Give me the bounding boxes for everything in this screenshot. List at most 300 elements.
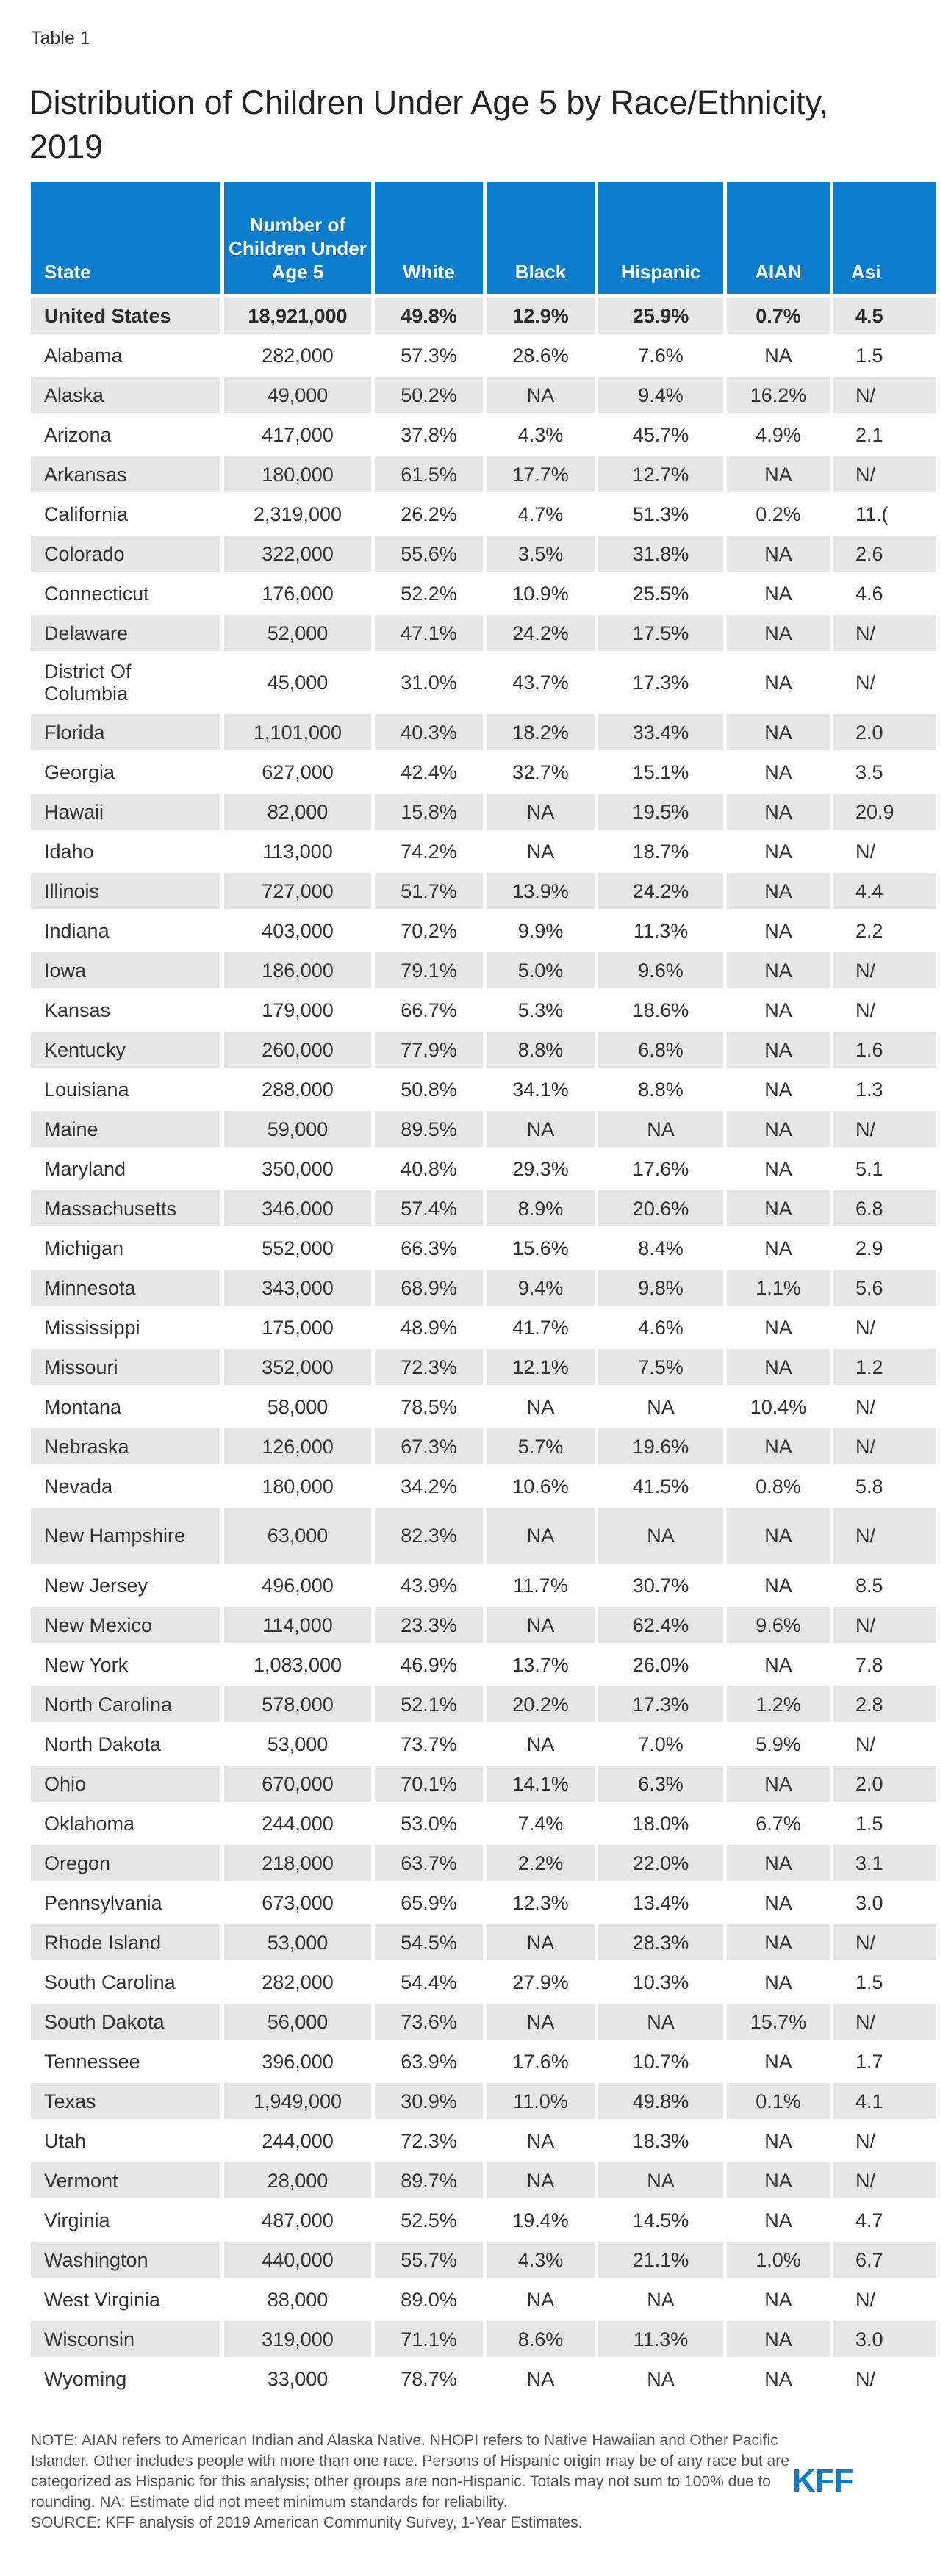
cell-hispanic: 4.6%	[598, 1309, 723, 1349]
table-row	[31, 1686, 936, 1726]
cell-aian: 15.7%	[727, 2004, 830, 2043]
cell-state: Connecticut	[31, 575, 220, 615]
cell-black: 12.3%	[487, 1885, 595, 1924]
cell-hispanic: NA	[598, 1389, 723, 1428]
column-header-black: Black	[487, 182, 595, 298]
cell-children: 350,000	[224, 1151, 371, 1190]
cell-aian: NA	[727, 2202, 830, 2242]
cell-children: 18,921,000	[224, 298, 371, 337]
cell-hispanic: 17.6%	[598, 1151, 723, 1190]
table-row	[31, 456, 936, 496]
table-row	[31, 754, 936, 794]
cell-black: 5.7%	[487, 1428, 595, 1468]
cell-state: West Virginia	[31, 2281, 220, 2321]
cell-hispanic: NA	[598, 2004, 723, 2043]
cell-black: 10.9%	[487, 575, 595, 615]
cell-black: 34.1%	[487, 1071, 595, 1111]
cell-aian: NA	[727, 2162, 830, 2202]
cell-state: South Carolina	[31, 1964, 220, 2004]
table-row	[31, 1468, 936, 1508]
cell-state: New York	[31, 1647, 220, 1686]
cell-asian: 6.8	[833, 1190, 936, 1230]
cell-white: 47.1%	[375, 615, 483, 655]
cell-state: New Mexico	[31, 1607, 220, 1647]
table-row	[31, 1567, 936, 1607]
cell-hispanic: 13.4%	[598, 1885, 723, 1924]
cell-black: 9.4%	[487, 1270, 595, 1309]
cell-asian: N/	[833, 615, 936, 655]
cell-asian: N/	[833, 2123, 936, 2162]
table-row	[31, 536, 936, 575]
cell-asian: N/	[833, 1508, 936, 1567]
cell-aian: NA	[727, 337, 830, 377]
cell-aian: NA	[727, 2043, 830, 2083]
cell-white: 40.3%	[375, 714, 483, 754]
cell-black: NA	[487, 1389, 595, 1428]
cell-children: 319,000	[224, 2321, 371, 2361]
cell-hispanic: 9.8%	[598, 1270, 723, 1309]
cell-hispanic: 18.6%	[598, 992, 723, 1032]
cell-state: Mississippi	[31, 1309, 220, 1349]
cell-asian: 20.9	[833, 794, 936, 833]
cell-aian: NA	[727, 1885, 830, 1924]
cell-hispanic: 18.7%	[598, 833, 723, 873]
cell-state: South Dakota	[31, 2004, 220, 2043]
table-row	[31, 1032, 936, 1071]
cell-children: 496,000	[224, 1567, 371, 1607]
cell-children: 186,000	[224, 952, 371, 992]
cell-aian: NA	[727, 536, 830, 575]
cell-aian: NA	[727, 794, 830, 833]
cell-state: Michigan	[31, 1230, 220, 1270]
table-row-total	[31, 298, 936, 337]
cell-children: 179,000	[224, 992, 371, 1032]
cell-children: 176,000	[224, 575, 371, 615]
cell-state: Maine	[31, 1111, 220, 1151]
cell-white: 78.7%	[375, 2361, 483, 2400]
column-header-asian: Asi	[833, 182, 936, 298]
table-row	[31, 1151, 936, 1190]
cell-children: 114,000	[224, 1607, 371, 1647]
cell-asian: 2.9	[833, 1230, 936, 1270]
table-row	[31, 2004, 936, 2043]
cell-hispanic: 7.5%	[598, 1349, 723, 1389]
cell-state: Texas	[31, 2083, 220, 2123]
cell-black: NA	[487, 1111, 595, 1151]
cell-asian: 8.5	[833, 1567, 936, 1607]
cell-children: 1,083,000	[224, 1647, 371, 1686]
cell-aian: NA	[727, 1766, 830, 1805]
cell-children: 49,000	[224, 377, 371, 417]
cell-black: 19.4%	[487, 2202, 595, 2242]
cell-state: Maryland	[31, 1151, 220, 1190]
cell-white: 57.4%	[375, 1190, 483, 1230]
cell-state: Louisiana	[31, 1071, 220, 1111]
column-header-hispanic: Hispanic	[598, 182, 723, 298]
column-header-state: State	[31, 182, 220, 298]
cell-children: 244,000	[224, 1805, 371, 1845]
cell-state: United States	[31, 298, 220, 337]
cell-state: Vermont	[31, 2162, 220, 2202]
cell-white: 67.3%	[375, 1428, 483, 1468]
cell-hispanic: 45.7%	[598, 417, 723, 456]
cell-hispanic: NA	[598, 2162, 723, 2202]
table-row	[31, 794, 936, 833]
cell-white: 51.7%	[375, 873, 483, 913]
cell-white: 46.9%	[375, 1647, 483, 1686]
cell-hispanic: 19.5%	[598, 794, 723, 833]
cell-black: 14.1%	[487, 1766, 595, 1805]
cell-black: 5.0%	[487, 952, 595, 992]
cell-state: North Carolina	[31, 1686, 220, 1726]
cell-state: New Jersey	[31, 1567, 220, 1607]
cell-black: 13.9%	[487, 873, 595, 913]
cell-asian: N/	[833, 2361, 936, 2400]
cell-aian: NA	[727, 2281, 830, 2321]
cell-state: Georgia	[31, 754, 220, 794]
cell-children: 673,000	[224, 1885, 371, 1924]
table-row	[31, 1647, 936, 1686]
cell-children: 552,000	[224, 1230, 371, 1270]
cell-hispanic: 14.5%	[598, 2202, 723, 2242]
cell-aian: 9.6%	[727, 1607, 830, 1647]
cell-aian: 16.2%	[727, 377, 830, 417]
cell-state: Alabama	[31, 337, 220, 377]
cell-children: 28,000	[224, 2162, 371, 2202]
cell-aian: 0.2%	[727, 496, 830, 536]
cell-state: Wisconsin	[31, 2321, 220, 2361]
cell-state: California	[31, 496, 220, 536]
cell-white: 30.9%	[375, 2083, 483, 2123]
column-header-aian: AIAN	[727, 182, 830, 298]
cell-black: 8.6%	[487, 2321, 595, 2361]
cell-asian: 1.5	[833, 337, 936, 377]
cell-state: Arizona	[31, 417, 220, 456]
cell-children: 288,000	[224, 1071, 371, 1111]
page-title: Distribution of Children Under Age 5 by Race/Ethnicity, 2019	[29, 84, 829, 166]
cell-white: 37.8%	[375, 417, 483, 456]
cell-aian: NA	[727, 1647, 830, 1686]
cell-black: 13.7%	[487, 1647, 595, 1686]
table-row	[31, 833, 936, 873]
table-row	[31, 992, 936, 1032]
table-row	[31, 337, 936, 377]
table-row	[31, 714, 936, 754]
cell-black: 10.6%	[487, 1468, 595, 1508]
table-row	[31, 1230, 936, 1270]
cell-hispanic: 51.3%	[598, 496, 723, 536]
table-row	[31, 1885, 936, 1924]
cell-black: 28.6%	[487, 337, 595, 377]
cell-black: 3.5%	[487, 536, 595, 575]
cell-aian: NA	[727, 833, 830, 873]
cell-black: 4.3%	[487, 417, 595, 456]
cell-asian: 2.0	[833, 714, 936, 754]
cell-asian: 4.7	[833, 2202, 936, 2242]
cell-children: 113,000	[224, 833, 371, 873]
cell-children: 82,000	[224, 794, 371, 833]
cell-aian: 1.0%	[727, 2242, 830, 2281]
cell-hispanic: 8.8%	[598, 1071, 723, 1111]
cell-asian: 3.0	[833, 2321, 936, 2361]
cell-black: 20.2%	[487, 1686, 595, 1726]
cell-white: 26.2%	[375, 496, 483, 536]
cell-children: 403,000	[224, 913, 371, 952]
cell-white: 43.9%	[375, 1567, 483, 1607]
cell-hispanic: 25.5%	[598, 575, 723, 615]
cell-black: 18.2%	[487, 714, 595, 754]
cell-state: Nevada	[31, 1468, 220, 1508]
cell-children: 244,000	[224, 2123, 371, 2162]
cell-hispanic: 62.4%	[598, 1607, 723, 1647]
cell-white: 77.9%	[375, 1032, 483, 1071]
cell-state: Kentucky	[31, 1032, 220, 1071]
cell-asian: 4.4	[833, 873, 936, 913]
cell-black: NA	[487, 377, 595, 417]
cell-aian: 1.2%	[727, 1686, 830, 1726]
table-row	[31, 952, 936, 992]
kff-logo: KFF	[792, 2463, 853, 2499]
table-header-row	[31, 182, 936, 298]
cell-state: Indiana	[31, 913, 220, 952]
cell-hispanic: 18.3%	[598, 2123, 723, 2162]
cell-children: 52,000	[224, 615, 371, 655]
cell-asian: 4.1	[833, 2083, 936, 2123]
table-row	[31, 1190, 936, 1230]
cell-children: 396,000	[224, 2043, 371, 2083]
cell-black: NA	[487, 2004, 595, 2043]
cell-black: 7.4%	[487, 1805, 595, 1845]
table-row	[31, 913, 936, 952]
cell-asian: N/	[833, 1428, 936, 1468]
footnote	[31, 2431, 795, 2533]
cell-hispanic: 19.6%	[598, 1428, 723, 1468]
cell-white: 50.2%	[375, 377, 483, 417]
cell-children: 440,000	[224, 2242, 371, 2281]
cell-white: 54.4%	[375, 1964, 483, 2004]
cell-children: 2,319,000	[224, 496, 371, 536]
cell-aian: NA	[727, 655, 830, 714]
cell-black: 4.3%	[487, 2242, 595, 2281]
cell-asian: 3.5	[833, 754, 936, 794]
cell-state: Montana	[31, 1389, 220, 1428]
cell-children: 282,000	[224, 337, 371, 377]
cell-black: 2.2%	[487, 1845, 595, 1885]
cell-children: 45,000	[224, 655, 371, 714]
cell-hispanic: 30.7%	[598, 1567, 723, 1607]
cell-asian: N/	[833, 456, 936, 496]
cell-white: 72.3%	[375, 1349, 483, 1389]
cell-white: 73.6%	[375, 2004, 483, 2043]
cell-aian: 5.9%	[727, 1726, 830, 1766]
cell-hispanic: 7.0%	[598, 1726, 723, 1766]
cell-state: Utah	[31, 2123, 220, 2162]
cell-white: 68.9%	[375, 1270, 483, 1309]
cell-white: 53.0%	[375, 1805, 483, 1845]
cell-children: 282,000	[224, 1964, 371, 2004]
cell-black: 17.7%	[487, 456, 595, 496]
cell-children: 417,000	[224, 417, 371, 456]
cell-state: Ohio	[31, 1766, 220, 1805]
cell-white: 55.6%	[375, 536, 483, 575]
source-text: SOURCE: KFF analysis of 2019 American Community Survey, 1-Year Estimates.	[31, 2514, 583, 2531]
cell-aian: 1.1%	[727, 1270, 830, 1309]
cell-white: 52.5%	[375, 2202, 483, 2242]
cell-white: 34.2%	[375, 1468, 483, 1508]
cell-hispanic: 18.0%	[598, 1805, 723, 1845]
table-row	[31, 1924, 936, 1964]
cell-hispanic: 17.3%	[598, 655, 723, 714]
table-row	[31, 1071, 936, 1111]
cell-children: 180,000	[224, 1468, 371, 1508]
cell-state: Alaska	[31, 377, 220, 417]
cell-asian: 3.0	[833, 1885, 936, 1924]
cell-hispanic: NA	[598, 2361, 723, 2400]
table-row	[31, 615, 936, 655]
cell-children: 58,000	[224, 1389, 371, 1428]
cell-state: Hawaii	[31, 794, 220, 833]
cell-black: 15.6%	[487, 1230, 595, 1270]
cell-state: Wyoming	[31, 2361, 220, 2400]
cell-aian: NA	[727, 2361, 830, 2400]
cell-black: NA	[487, 1726, 595, 1766]
cell-aian: NA	[727, 615, 830, 655]
column-header-children: Number of Children Under Age 5	[224, 182, 371, 298]
cell-black: 17.6%	[487, 2043, 595, 2083]
cell-black: 12.9%	[487, 298, 595, 337]
cell-black: NA	[487, 794, 595, 833]
cell-hispanic: 28.3%	[598, 1924, 723, 1964]
cell-black: 8.9%	[487, 1190, 595, 1230]
cell-black: 12.1%	[487, 1349, 595, 1389]
cell-aian: NA	[727, 873, 830, 913]
cell-children: 180,000	[224, 456, 371, 496]
cell-state: Oregon	[31, 1845, 220, 1885]
cell-state: Colorado	[31, 536, 220, 575]
table-row	[31, 1508, 936, 1567]
cell-white: 71.1%	[375, 2321, 483, 2361]
cell-white: 73.7%	[375, 1726, 483, 1766]
cell-aian: 6.7%	[727, 1805, 830, 1845]
cell-aian: NA	[727, 1151, 830, 1190]
table-row	[31, 2162, 936, 2202]
cell-aian: 0.8%	[727, 1468, 830, 1508]
cell-children: 88,000	[224, 2281, 371, 2321]
table-row	[31, 1111, 936, 1151]
cell-hispanic: 33.4%	[598, 714, 723, 754]
cell-asian: 2.1	[833, 417, 936, 456]
cell-aian: NA	[727, 1567, 830, 1607]
cell-hispanic: 15.1%	[598, 754, 723, 794]
cell-asian: N/	[833, 377, 936, 417]
cell-children: 1,949,000	[224, 2083, 371, 2123]
cell-aian: NA	[727, 1349, 830, 1389]
cell-asian: N/	[833, 1607, 936, 1647]
cell-white: 54.5%	[375, 1924, 483, 1964]
cell-hispanic: 22.0%	[598, 1845, 723, 1885]
cell-black: 5.3%	[487, 992, 595, 1032]
cell-aian: 10.4%	[727, 1389, 830, 1428]
cell-hispanic: 17.5%	[598, 615, 723, 655]
cell-asian: N/	[833, 1726, 936, 1766]
cell-asian: 1.5	[833, 1805, 936, 1845]
table-row	[31, 1389, 936, 1428]
cell-state: Rhode Island	[31, 1924, 220, 1964]
cell-state: Minnesota	[31, 1270, 220, 1309]
cell-white: 57.3%	[375, 337, 483, 377]
cell-aian: NA	[727, 1924, 830, 1964]
cell-aian: NA	[727, 992, 830, 1032]
table-row	[31, 655, 936, 714]
cell-hispanic: 12.7%	[598, 456, 723, 496]
cell-aian: NA	[727, 754, 830, 794]
cell-hispanic: 31.8%	[598, 536, 723, 575]
cell-asian: 11.(	[833, 496, 936, 536]
cell-state: Washington	[31, 2242, 220, 2281]
cell-white: 61.5%	[375, 456, 483, 496]
cell-white: 42.4%	[375, 754, 483, 794]
cell-asian: N/	[833, 1309, 936, 1349]
cell-hispanic: 26.0%	[598, 1647, 723, 1686]
cell-asian: N/	[833, 655, 936, 714]
cell-white: 74.2%	[375, 833, 483, 873]
table-row	[31, 2281, 936, 2321]
cell-state: Nebraska	[31, 1428, 220, 1468]
cell-children: 126,000	[224, 1428, 371, 1468]
cell-black: 8.8%	[487, 1032, 595, 1071]
table-row	[31, 873, 936, 913]
cell-black: NA	[487, 2281, 595, 2321]
cell-hispanic: NA	[598, 1508, 723, 1567]
cell-aian: NA	[727, 2123, 830, 2162]
table-row	[31, 417, 936, 456]
cell-white: 55.7%	[375, 2242, 483, 2281]
table-row	[31, 1270, 936, 1309]
cell-asian: 4.5	[833, 298, 936, 337]
cell-asian: 2.6	[833, 536, 936, 575]
cell-children: 322,000	[224, 536, 371, 575]
cell-aian: 0.7%	[727, 298, 830, 337]
table-row	[31, 2123, 936, 2162]
cell-asian: N/	[833, 1389, 936, 1428]
cell-children: 33,000	[224, 2361, 371, 2400]
cell-white: 89.7%	[375, 2162, 483, 2202]
cell-children: 578,000	[224, 1686, 371, 1726]
table-row	[31, 1428, 936, 1468]
cell-hispanic: 9.6%	[598, 952, 723, 992]
cell-white: 72.3%	[375, 2123, 483, 2162]
cell-state: Virginia	[31, 2202, 220, 2242]
cell-black: NA	[487, 2162, 595, 2202]
table-row	[31, 2202, 936, 2242]
cell-aian: NA	[727, 1111, 830, 1151]
table-row	[31, 496, 936, 536]
cell-white: 89.5%	[375, 1111, 483, 1151]
cell-black: NA	[487, 833, 595, 873]
cell-white: 52.2%	[375, 575, 483, 615]
cell-hispanic: 10.7%	[598, 2043, 723, 2083]
cell-children: 175,000	[224, 1309, 371, 1349]
data-table-container	[31, 182, 894, 2397]
cell-black: NA	[487, 1924, 595, 1964]
table-row	[31, 1964, 936, 2004]
cell-children: 487,000	[224, 2202, 371, 2242]
cell-asian: N/	[833, 2162, 936, 2202]
table-row	[31, 1607, 936, 1647]
table-row	[31, 1845, 936, 1885]
cell-aian: NA	[727, 1845, 830, 1885]
cell-white: 63.9%	[375, 2043, 483, 2083]
